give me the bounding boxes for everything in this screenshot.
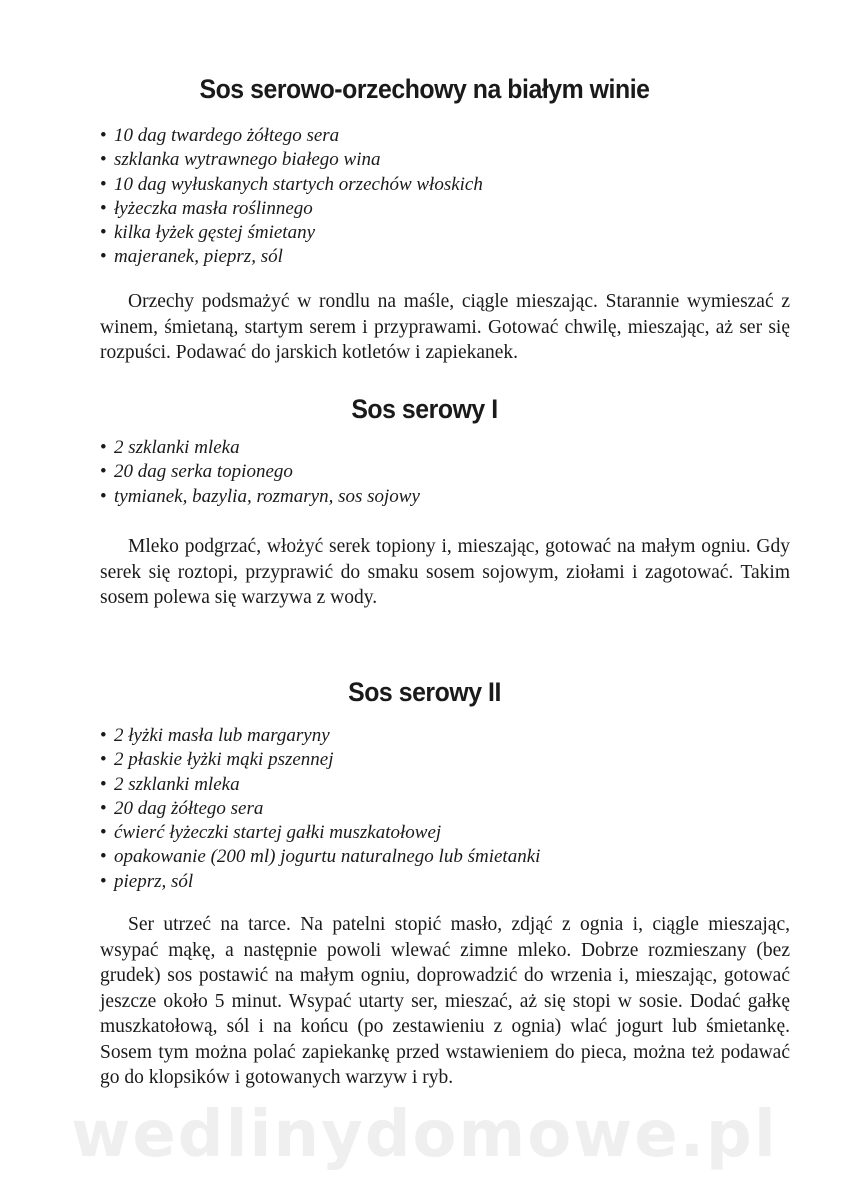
recipe-instructions: Orzechy podsmażyć w rondlu na maśle, ciągle mieszając. Starannie wymieszać z winem, śmietaną, startym serem i przyprawami. Gotować chwilę, mieszając, aż ser się rozpuści. Podawać do jarskich kotletów i zapiekanek. — [100, 291, 790, 363]
ingredient-item: • 20 dag serka topionego — [100, 460, 420, 484]
ingredient-item: • tymianek, bazylia, rozmaryn, sos sojowy — [100, 485, 420, 509]
ingredient-item: • szklanka wytrawnego białego wina — [100, 148, 483, 172]
ingredient-item: • 2 płaskie łyżki mąki pszennej — [100, 748, 540, 772]
ingredient-list — [100, 724, 540, 894]
ingredient-item: • 2 szklanki mleka — [100, 436, 420, 460]
recipe-instructions: Mleko podgrzać, włożyć serek topiony i, mieszając, gotować na małym ogniu. Gdy serek się roztopi, przyprawić do smaku sosem sojowym, ziołami i zagotować. Takim sosem polewa się warzywa z wody. — [100, 536, 790, 608]
ingredient-list — [100, 124, 483, 270]
watermark: wedlinydomowe.pl — [71, 1098, 778, 1172]
recipe-title: Sos serowy I — [351, 394, 498, 424]
ingredient-item: • 10 dag twardego żółtego sera — [100, 124, 483, 148]
ingredient-item: • 20 dag żółtego sera — [100, 797, 540, 821]
ingredient-item: • 2 łyżki masła lub margaryny — [100, 724, 540, 748]
ingredient-item: • opakowanie (200 ml) jogurtu naturalnego lub śmietanki — [100, 845, 540, 869]
recipe-title: Sos serowy II — [348, 677, 501, 707]
ingredient-item: • 10 dag wyłuskanych startych orzechów włoskich — [100, 173, 483, 197]
ingredient-item: • ćwierć łyżeczki startej gałki muszkatołowej — [100, 821, 540, 845]
recipe-title: Sos serowo-orzechowy na białym winie — [199, 74, 650, 104]
ingredient-item: • pieprz, sól — [100, 870, 540, 894]
ingredient-item: • łyżeczka masła roślinnego — [100, 197, 483, 221]
ingredient-item: • 2 szklanki mleka — [100, 773, 540, 797]
ingredient-list — [100, 436, 420, 509]
ingredient-item: • majeranek, pieprz, sól — [100, 245, 483, 269]
recipe-instructions: Ser utrzeć na tarce. Na patelni stopić masło, zdjąć z ognia i, ciągle mieszając, wsypać mąkę, a następnie powoli wlewać zimne mleko. Dobrze rozmieszany (bez grudek) sos postawić na małym ogniu, doprowadzić do wrzenia i, mieszając, gotować jeszcze około 5 minut. Wsypać utarty ser, mieszać, aż się stopi w sosie. Dodać gałkę muszkatołową, sól i na końcu (po zestawieniu z ognia) wlać jogurt lub śmietankę. Sosem tym można polać zapiekankę przed wstawieniem do pieca, można też podawać go do klopsików i gotowanych warzyw i ryb. — [100, 914, 790, 1088]
ingredient-item: • kilka łyżek gęstej śmietany — [100, 221, 483, 245]
